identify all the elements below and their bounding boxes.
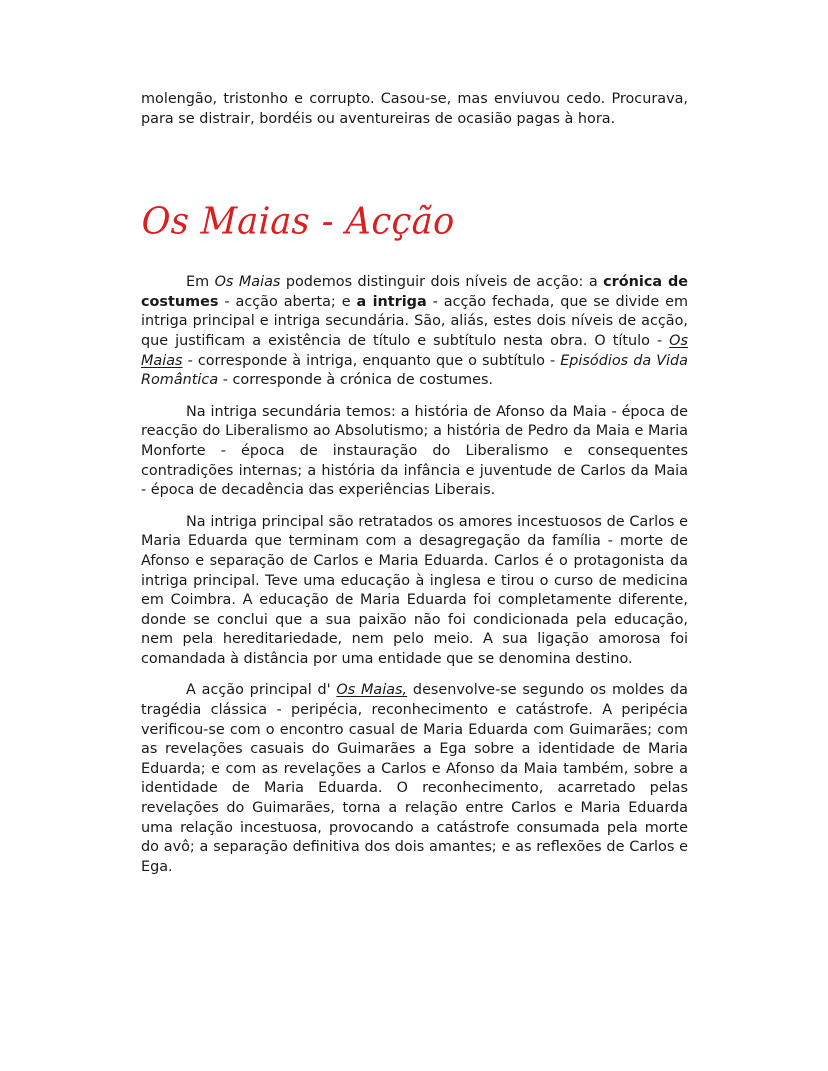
par1-run-5: - acção aberta; e [218, 293, 357, 310]
par4-title-os-maias-underlined: Os Maias, [336, 682, 408, 699]
par1-term-cronica-de-costumes: crónica de costumes [141, 274, 689, 310]
par1-run-9: - corresponde à intriga, enquanto que o subtítulo - [182, 352, 561, 369]
page-title: Os Maias - Acção [140, 200, 456, 244]
spacer-before-heading [141, 141, 688, 167]
heading-block [141, 167, 688, 245]
par1-run-11: - corresponde à crónica de costumes. [218, 372, 494, 389]
par1-term-a-intriga: a intriga [356, 293, 427, 310]
paragraph-4 [141, 681, 688, 877]
spacer-after-heading [141, 245, 688, 273]
paragraph-3: Na intriga principal são retratados os amores incestuosos de Carlos e Maria Eduarda que terminam com a desagregação da família - morte de Afonso e separação de Carlos e Maria Eduarda. Carlos é o protagonista da intriga principal. Teve uma educação à inglesa e tirou o curso de medicina em Coimbra. A educação de Maria Eduarda foi completamente diferente, donde se conclui que a sua paixão não foi condicionada pela educação, nem pela hereditariedade, nem pelo meio. A sua ligação amorosa foi comandada à distância por uma entidade que se denomina destino. [141, 513, 688, 667]
par1-subtitle-episodios: Episódios da Vida Romântica [141, 352, 688, 389]
par1-run-3: podemos distinguir dois níveis de acção: a [280, 274, 604, 291]
par1-title-os-maias: Os Maias [214, 274, 281, 291]
par1-run-7: - acção fechada, que se divide em intriga principal e intriga secundária. São, aliás, estes dois níveis de acção, que justificam a existência de título e subtítulo nesta obra. O título - [141, 293, 688, 349]
paragraph-1 [141, 273, 688, 391]
paragraph-2: Na intriga secundária temos: a história de Afonso da Maia - época de reacção do Liberalismo ao Absolutismo; a história de Pedro da Maia e Maria Monforte - época de instauração do Liberalismo e consequentes contradições internas; a história da infância e juventude de Carlos da Maia - época de decadência das experiências Liberais. [141, 403, 688, 499]
text-column [141, 90, 688, 877]
par4-run-1: A acção principal d' [186, 682, 337, 699]
par1-run-1: Em [186, 274, 215, 291]
intro-paragraph: molengão, tristonho e corrupto. Casou-se, mas enviuvou cedo. Procurava, para se distrair, bordéis ou aventureiras de ocasião pagas à hora. [141, 91, 688, 127]
par1-title-os-maias-underlined: Os Maias [141, 332, 688, 369]
par4-run-3: desenvolve-se segundo os moldes da tragédia clássica - peripécia, reconhecimento e catástrofe. A peripécia verificou-se com o encontro casual de Maria Eduarda com Guimarães; com as revelações casuais do Guimarães a Ega sobre a identidade de Maria Eduarda; e com as revelações a Carlos e Afonso da Maia também, sobre a identidade de Maria Eduarda. O reconhecimento, acarretado pelas revelações do Guimarães, torna a relação entre Carlos e Maria Eduarda uma relação incestuosa, provocando a catástrofe consumada pela morte do avô; a separação definitiva dos dois amantes; e as reflexões de Carlos e Ega. [141, 682, 689, 875]
